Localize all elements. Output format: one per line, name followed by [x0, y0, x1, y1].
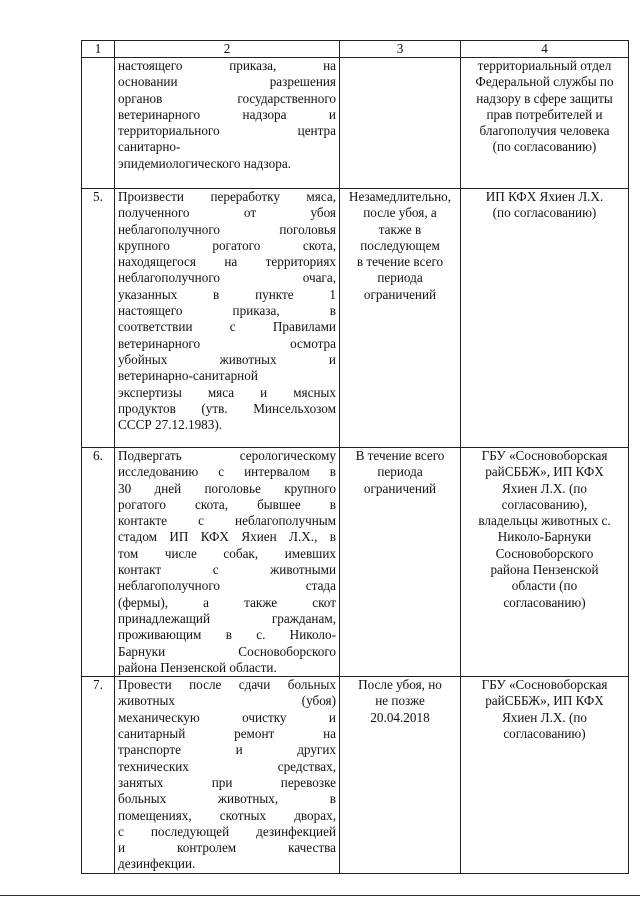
text-line: механическую очистку и — [118, 709, 336, 725]
text-line: контакте с неблагополучным — [118, 513, 336, 529]
term-cell — [340, 189, 461, 448]
text-line: санитарно- — [118, 139, 181, 155]
text-line: соответствии с Правилами — [118, 319, 336, 335]
text-line: указанных в пункте 1 — [118, 286, 336, 302]
column-number-3: 3 — [340, 41, 461, 58]
text-line: периода — [377, 464, 423, 480]
text-line: продуктов (утв. Минсельхозом — [118, 400, 336, 416]
text-line: в течение всего — [356, 254, 444, 270]
text-line: экспертизы мяса и мясных — [118, 384, 336, 400]
text-line: В течение всего — [355, 448, 445, 463]
text-line: настоящего приказа, в — [118, 303, 336, 319]
text-line: территориального центра — [118, 123, 336, 139]
text-line: ограничений — [363, 480, 437, 496]
measure-text-cell — [115, 448, 340, 677]
text-line: района Пензенской — [490, 562, 599, 578]
responsible-cell — [461, 448, 629, 677]
text-line: области (по — [511, 578, 578, 594]
text-line: транспорте и других — [118, 742, 336, 758]
page-bottom-rule — [0, 895, 640, 896]
row-number-cell — [82, 58, 115, 189]
row-number-cell: 6. — [82, 448, 115, 677]
text-line: дезинфекции. — [118, 856, 196, 872]
text-line: территориальный отдел — [477, 58, 612, 73]
table-row — [82, 448, 629, 677]
text-line: райСББЖ», ИП КФХ — [485, 464, 604, 480]
text-line: райСББЖ», ИП КФХ — [485, 693, 604, 709]
text-line: Сосновоборского — [495, 545, 594, 561]
text-line: Незамедлительно, — [348, 189, 452, 204]
text-line: благополучия человека — [479, 123, 610, 139]
table-header-row — [82, 41, 629, 58]
text-line: эпидемиологического надзора. — [118, 155, 292, 171]
text-line: животных (убоя) — [118, 693, 336, 709]
table-row — [82, 189, 629, 448]
text-line: основании разрешения — [118, 74, 336, 90]
text-line: последующем — [360, 237, 440, 253]
text-line: Провести после сдачи больных — [118, 677, 336, 693]
text-line: полученного от убоя — [118, 205, 336, 221]
text-line: (фермы), а также скот — [118, 594, 336, 610]
text-line: 30 дней поголовье крупного — [118, 480, 336, 496]
measures-table — [81, 40, 629, 874]
text-line: и контролем качества — [118, 840, 336, 856]
text-line: Подвергать серологическому — [118, 448, 336, 463]
text-line: ГБУ «Сосновоборская — [481, 677, 608, 693]
text-line: проживающим в с. Николо- — [118, 627, 336, 643]
text-line: технических средствах, — [118, 758, 336, 774]
text-line: контакт с животными — [118, 562, 336, 578]
text-line: после убоя, а — [363, 205, 437, 221]
measure-text-cell — [115, 189, 340, 448]
text-line: органов государственного — [118, 90, 336, 106]
responsible-cell — [461, 58, 629, 189]
text-line: СССР 27.12.1983). — [118, 417, 223, 433]
text-line: ветеринарного надзора и — [118, 106, 336, 122]
text-line: Николо-Барнуки — [497, 529, 592, 545]
text-line: Яхиен Л.Х. (по — [501, 480, 588, 496]
text-line: том числе собак, имевших — [118, 545, 336, 561]
responsible-cell — [461, 189, 629, 448]
text-line: владельцы животных с. — [478, 513, 611, 529]
responsible-cell — [461, 677, 629, 874]
column-number-1: 1 — [82, 41, 115, 58]
text-line: района Пензенской области. — [118, 659, 277, 675]
text-line: рогатого скота, бывшее в — [118, 496, 336, 512]
text-line: ГБУ «Сосновоборская — [481, 448, 608, 463]
text-line: принадлежащий гражданам, — [118, 610, 336, 626]
text-line: прав потребителей и — [486, 106, 603, 122]
text-line: 20.04.2018 — [370, 709, 430, 725]
text-line: крупного рогатого скота, — [118, 237, 336, 253]
text-line: периода — [377, 270, 423, 286]
text-line: (по согласованию) — [492, 205, 597, 221]
text-line: санитарный ремонт на — [118, 726, 336, 742]
term-cell — [340, 677, 461, 874]
table-row — [82, 677, 629, 874]
term-cell — [340, 448, 461, 677]
text-line: с последующей дезинфекцией — [118, 823, 336, 839]
text-line: ветеринарно-санитарной — [118, 368, 258, 384]
measure-text-cell — [115, 677, 340, 874]
text-line: надзору в сфере защиты — [476, 90, 613, 106]
term-cell — [340, 58, 461, 189]
column-number-2: 2 — [115, 41, 340, 58]
text-line: неблагополучного поголовья — [118, 221, 336, 237]
text-line: ограничений — [363, 286, 437, 302]
text-line: помещениях, скотных дворах, — [118, 807, 336, 823]
row-number-cell: 7. — [82, 677, 115, 874]
text-line: исследованию с интервалом в — [118, 464, 336, 480]
text-line: не позже — [375, 693, 425, 709]
text-line: находящегося на территориях — [118, 254, 336, 270]
column-number-4: 4 — [461, 41, 629, 58]
text-line: согласованию) — [503, 594, 586, 610]
text-line: ИП КФХ Яхиен Л.Х. — [485, 189, 604, 204]
text-line: согласованию), — [501, 496, 588, 512]
text-line: Федеральной службы по — [475, 74, 614, 90]
text-line: ветеринарного осмотра — [118, 335, 336, 351]
text-line: После убоя, но — [358, 677, 442, 693]
text-line: занятых при перевозке — [118, 774, 336, 790]
text-line: настоящего приказа, на — [118, 58, 336, 73]
row-number-cell: 5. — [82, 189, 115, 448]
measure-text-cell — [115, 58, 340, 189]
text-line: (по согласованию) — [492, 139, 597, 155]
text-line: стадом ИП КФХ Яхиен Л.Х., в — [118, 529, 336, 545]
text-line: убойных животных и — [118, 351, 336, 367]
text-line: неблагополучного стада — [118, 578, 336, 594]
text-line: Произвести переработку мяса, — [118, 189, 336, 204]
text-line: Яхиен Л.Х. (по — [501, 709, 588, 725]
text-line: больных животных, в — [118, 791, 336, 807]
text-line: Барнуки Сосновоборского — [118, 643, 336, 659]
text-line: согласованию) — [503, 726, 586, 742]
text-line: также в — [378, 221, 422, 237]
table-row — [82, 58, 629, 189]
text-line: неблагополучного очага, — [118, 270, 336, 286]
